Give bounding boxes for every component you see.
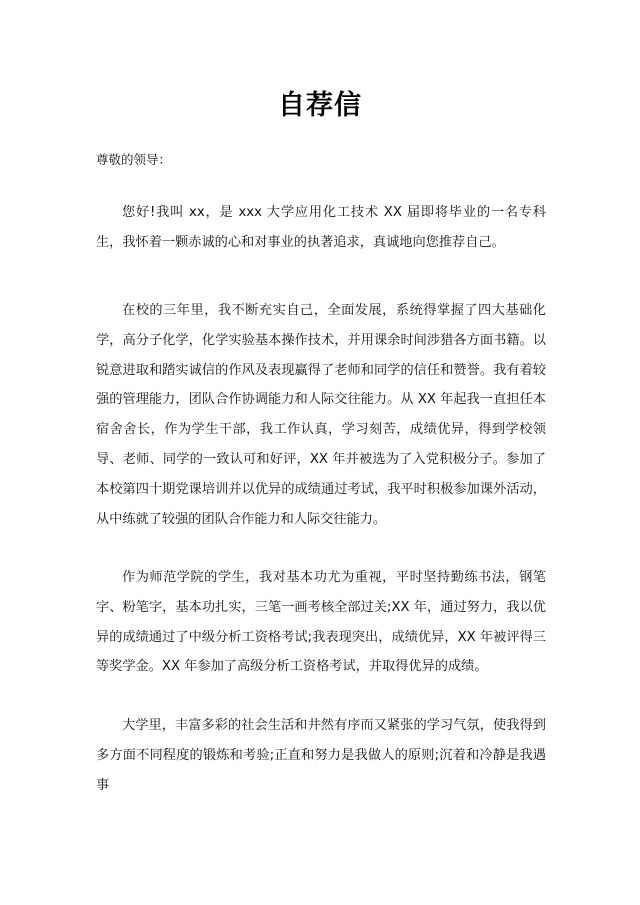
paragraph-skills: 作为师范学院的学生，我对基本功尤为重视，平时坚持勤练书法，钢笔字、粉笔字，基本功扎实，三笔一画考核全部过关;XX 年，通过努力，我以优异的成绩通过了中级分析工资格考试;我表现突出，成绩优异，XX 年被评得三等奖学金。XX 年参加了高级分析工资格考试，并取得优异的成绩。: [96, 570, 546, 675]
salutation: 尊敬的领导：: [96, 152, 172, 167]
paragraph-university-life: 大学里，丰富多彩的社会生活和井然有序而又紧张的学习气氛，使我得到多方面不同程度的锻炼和考验;正直和努力是我做人的原则;沉着和冷静是我遇事: [96, 718, 546, 793]
document-title: 自荐信: [278, 90, 362, 121]
paragraph-introduction: 您好!我叫 xx，是 xxx 大学应用化工技术 XX 届即将毕业的一名专科生，我怀着一颗赤诚的心和对事业的执著追求，真诚地向您推荐自己。: [96, 205, 546, 250]
paragraph-school-years: 在校的三年里，我不断充实自己，全面发展，系统得掌握了四大基础化学，高分子化学，化学实验基本操作技术，并用课余时间涉猎各方面书籍。以锐意进取和踏实诚信的作风及表现赢得了老师和同学的信任和赞誉。我有着较强的管理能力，团队合作协调能力和人际交往能力。从 XX 年起我一直担任本宿舍舍长，作为学生干部，我工作认真，学习刻苦，成绩优异，得到学校领导、老师、同学的一致认可和好评，XX 年并被选为了入党积极分子。参加了本校第四十期党课培训并以优异的成绩通过考试，我平时积极参加课外活动，从中练就了较强的团队合作能力和人际交往能力。: [96, 303, 546, 527]
